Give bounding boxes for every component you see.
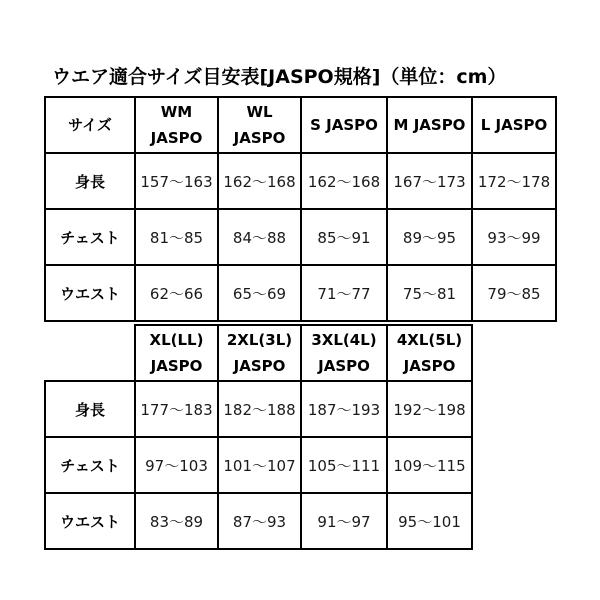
header-size-xl: XL(LL) JASPO: [135, 325, 218, 381]
header-size-wm: WM JASPO: [135, 97, 218, 153]
table-cell: 71〜77: [301, 265, 387, 321]
header-size-s: S JASPO: [301, 97, 387, 153]
table-row-waist: [45, 265, 556, 321]
table-row-height: [45, 381, 472, 437]
table-row-waist: [45, 493, 472, 549]
table-cell: 75〜81: [387, 265, 472, 321]
table-cell: 101〜107: [218, 437, 301, 493]
header-size-l: L JASPO: [472, 97, 556, 153]
table-cell: 162〜168: [218, 153, 301, 209]
table-cell: 192〜198: [387, 381, 472, 437]
table-header-row: [45, 97, 556, 153]
row-label: チェスト: [45, 209, 135, 265]
table-cell: 89〜95: [387, 209, 472, 265]
table-cell: 109〜115: [387, 437, 472, 493]
table-cell: 93〜99: [472, 209, 556, 265]
table-cell: 65〜69: [218, 265, 301, 321]
table-cell: 157〜163: [135, 153, 218, 209]
table-cell: 105〜111: [301, 437, 387, 493]
table-cell: 172〜178: [472, 153, 556, 209]
size-table-standard: [44, 96, 557, 322]
table-header-row: [45, 325, 472, 381]
row-label: ウエスト: [45, 265, 135, 321]
header-size-m: M JASPO: [387, 97, 472, 153]
table-row-height: [45, 153, 556, 209]
table-cell: 95〜101: [387, 493, 472, 549]
header-size-wl: WL JASPO: [218, 97, 301, 153]
table-cell: 167〜173: [387, 153, 472, 209]
size-table-large: [44, 324, 473, 550]
table-cell: 87〜93: [218, 493, 301, 549]
row-label: ウエスト: [45, 493, 135, 549]
table-cell: 97〜103: [135, 437, 218, 493]
table-cell: 83〜89: [135, 493, 218, 549]
table-cell: 177〜183: [135, 381, 218, 437]
table-cell: 182〜188: [218, 381, 301, 437]
table-cell: 62〜66: [135, 265, 218, 321]
header-corner-cell: サイズ: [45, 97, 135, 153]
table-cell: 85〜91: [301, 209, 387, 265]
header-size-2xl: 2XL(3L) JASPO: [218, 325, 301, 381]
row-label: チェスト: [45, 437, 135, 493]
header-size-4xl: 4XL(5L) JASPO: [387, 325, 472, 381]
header-size-3xl: 3XL(4L) JASPO: [301, 325, 387, 381]
table-cell: 79〜85: [472, 265, 556, 321]
table-cell: 162〜168: [301, 153, 387, 209]
table-cell: 81〜85: [135, 209, 218, 265]
table-row-chest: [45, 437, 472, 493]
row-label: 身長: [45, 381, 135, 437]
page-title: ウエア適合サイズ目安表[JASPO規格]（単位：cm）: [52, 66, 507, 88]
table-cell: 91〜97: [301, 493, 387, 549]
table-row-chest: [45, 209, 556, 265]
table-cell: 84〜88: [218, 209, 301, 265]
row-label: 身長: [45, 153, 135, 209]
table-cell: 187〜193: [301, 381, 387, 437]
header-empty-cell: [45, 325, 135, 381]
